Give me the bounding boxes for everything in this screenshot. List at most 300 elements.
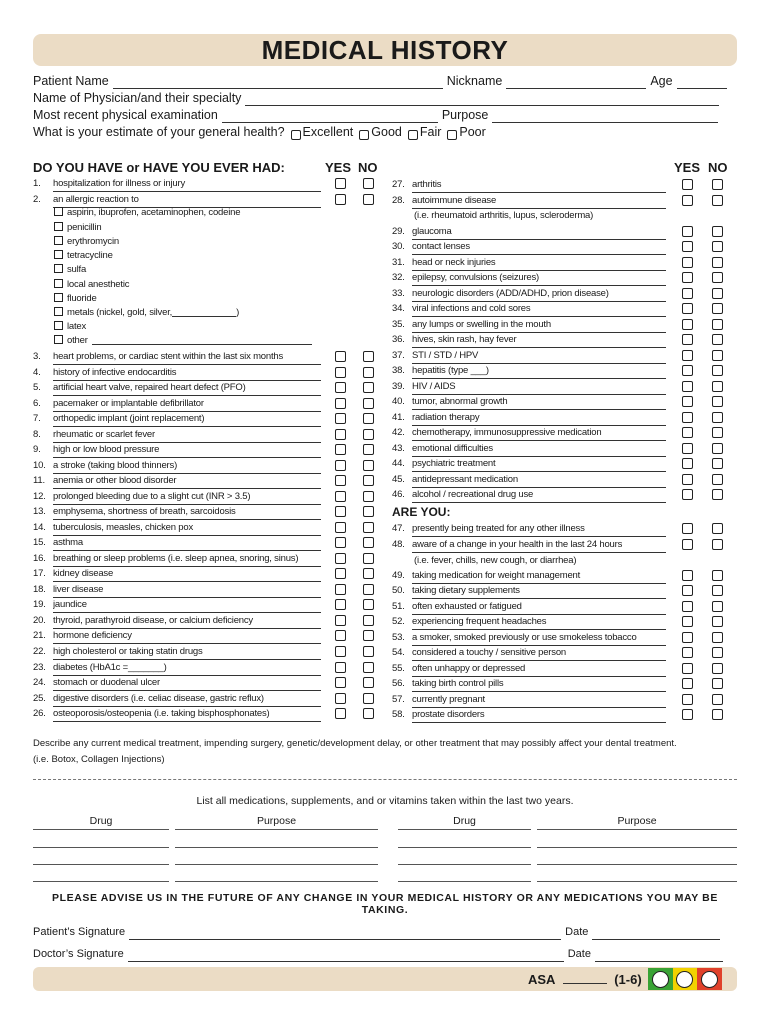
- question-text-line[interactable]: [53, 380, 321, 396]
- question-text-line[interactable]: [412, 521, 666, 537]
- yes-checkbox[interactable]: [682, 226, 693, 237]
- question-label: asthma: [53, 537, 83, 548]
- age-field[interactable]: [677, 77, 727, 89]
- drug-header-left: Drug: [89, 815, 113, 827]
- allergy-checkbox[interactable]: [54, 293, 63, 302]
- question-text-line[interactable]: [412, 348, 666, 364]
- yes-checkbox[interactable]: [682, 523, 693, 534]
- question-label: taking birth control pills: [412, 678, 504, 689]
- question-text-line[interactable]: [412, 301, 666, 317]
- purpose-line[interactable]: [175, 881, 378, 882]
- allergy-checkbox[interactable]: [54, 236, 63, 245]
- question-number: 9.: [33, 444, 41, 455]
- no-checkbox[interactable]: [712, 523, 723, 534]
- yes-checkbox[interactable]: [335, 429, 346, 440]
- question-text-line[interactable]: [412, 332, 666, 348]
- question-number: 50.: [392, 585, 405, 596]
- question-number: 1.: [33, 178, 41, 189]
- yes-checkbox[interactable]: [682, 195, 693, 206]
- drug-line[interactable]: [398, 847, 531, 848]
- allergy-checkbox[interactable]: [54, 321, 63, 330]
- no-checkbox[interactable]: [712, 585, 723, 596]
- question-text-line[interactable]: [412, 239, 666, 255]
- question-row-42: [392, 425, 726, 441]
- question-row-26: [33, 706, 377, 722]
- no-checkbox[interactable]: [363, 693, 374, 704]
- yes-checkbox[interactable]: [335, 444, 346, 455]
- question-label: heart problems, or cardiac stent within the last six months: [53, 351, 284, 362]
- allergy-option-5: [54, 263, 86, 277]
- question-row-43: [392, 441, 726, 457]
- question-text-line[interactable]: [412, 568, 666, 584]
- question-text-line[interactable]: [412, 317, 666, 333]
- allergy-option-1: [54, 206, 240, 220]
- yes-checkbox[interactable]: [682, 570, 693, 581]
- no-checkbox[interactable]: [363, 646, 374, 657]
- yes-checkbox[interactable]: [682, 709, 693, 720]
- no-checkbox[interactable]: [712, 396, 723, 407]
- question-row-21: [33, 628, 377, 644]
- yes-checkbox[interactable]: [335, 460, 346, 471]
- question-number: 38.: [392, 365, 405, 376]
- question-text-line[interactable]: [412, 676, 666, 692]
- yes-checkbox[interactable]: [682, 539, 693, 550]
- no-checkbox[interactable]: [712, 226, 723, 237]
- drug-line[interactable]: [398, 881, 531, 882]
- question-text-line[interactable]: [412, 394, 666, 410]
- question-text-line[interactable]: [53, 628, 321, 644]
- no-checkbox[interactable]: [363, 429, 374, 440]
- yes-checkbox[interactable]: [682, 632, 693, 643]
- question-text-line[interactable]: [53, 489, 321, 505]
- yes-checkbox[interactable]: [682, 474, 693, 485]
- question-text-line[interactable]: [53, 691, 321, 707]
- patient-name-label: Patient Name: [33, 74, 109, 88]
- question-row-46: [392, 487, 726, 503]
- no-checkbox[interactable]: [712, 663, 723, 674]
- question-text-line[interactable]: [412, 441, 666, 457]
- yes-checkbox[interactable]: [335, 351, 346, 362]
- allergy-option-7: [54, 292, 97, 306]
- question-text-line[interactable]: [412, 472, 666, 488]
- question-text-line[interactable]: [53, 706, 321, 722]
- question-text-line[interactable]: [412, 224, 666, 240]
- excellent-label: Excellent: [302, 125, 354, 139]
- yes-checkbox[interactable]: [682, 489, 693, 500]
- no-checkbox[interactable]: [712, 195, 723, 206]
- yes-checkbox[interactable]: [335, 677, 346, 688]
- yes-checkbox[interactable]: [682, 458, 693, 469]
- drug-line[interactable]: [33, 881, 169, 882]
- purpose-line[interactable]: [537, 864, 737, 865]
- yes-checkbox[interactable]: [682, 585, 693, 596]
- no-checkbox[interactable]: [712, 381, 723, 392]
- poor-label: Poor: [459, 125, 486, 139]
- no-checkbox[interactable]: [363, 506, 374, 517]
- no-checkbox[interactable]: [363, 367, 374, 378]
- purpose-line[interactable]: [537, 829, 737, 830]
- no-checkbox[interactable]: [712, 257, 723, 268]
- yes-checkbox[interactable]: [682, 443, 693, 454]
- no-checkbox[interactable]: [363, 568, 374, 579]
- doctor-signature-row: [33, 946, 733, 962]
- question-label: digestive disorders (i.e. celiac disease, gastric reflux): [53, 693, 264, 704]
- no-checkbox[interactable]: [712, 616, 723, 627]
- yes-checkbox[interactable]: [335, 693, 346, 704]
- purpose-line[interactable]: [537, 881, 737, 882]
- asa-field[interactable]: [563, 972, 607, 984]
- no-checkbox[interactable]: [363, 584, 374, 595]
- question-number: 2.: [33, 194, 41, 205]
- yes-checkbox[interactable]: [682, 601, 693, 612]
- yes-checkbox[interactable]: [682, 616, 693, 627]
- no-checkbox[interactable]: [712, 288, 723, 299]
- allergy-option-8: [54, 306, 239, 320]
- yes-checkbox[interactable]: [682, 694, 693, 705]
- yes-checkbox[interactable]: [335, 506, 346, 517]
- drug-line[interactable]: [33, 829, 169, 830]
- no-checkbox[interactable]: [363, 382, 374, 393]
- question-row-45: [392, 472, 726, 488]
- question-row-20: [33, 613, 377, 629]
- question-text-line[interactable]: [53, 396, 321, 412]
- allergy-checkbox[interactable]: [54, 335, 63, 344]
- question-number: 37.: [392, 350, 405, 361]
- no-checkbox[interactable]: [363, 413, 374, 424]
- purpose-line[interactable]: [537, 847, 737, 848]
- yes-checkbox[interactable]: [682, 241, 693, 252]
- no-checkbox[interactable]: [363, 537, 374, 548]
- question-number: 47.: [392, 523, 405, 534]
- doctor-date-field[interactable]: [595, 950, 723, 962]
- yes-checkbox[interactable]: [682, 350, 693, 361]
- question-text-line[interactable]: [53, 365, 321, 381]
- yes-checkbox[interactable]: [335, 615, 346, 626]
- question-number: 31.: [392, 257, 405, 268]
- yes-checkbox[interactable]: [682, 427, 693, 438]
- no-checkbox[interactable]: [363, 460, 374, 471]
- no-checkbox[interactable]: [712, 489, 723, 500]
- no-checkbox[interactable]: [363, 615, 374, 626]
- asa-color-indicators: [648, 968, 722, 990]
- yes-checkbox[interactable]: [682, 381, 693, 392]
- no-checkbox[interactable]: [363, 398, 374, 409]
- yes-checkbox[interactable]: [335, 662, 346, 673]
- question-text-line[interactable]: [53, 411, 321, 427]
- yes-checkbox[interactable]: [335, 491, 346, 502]
- yes-checkbox[interactable]: [335, 367, 346, 378]
- question-number: 4.: [33, 367, 41, 378]
- yes-checkbox[interactable]: [335, 584, 346, 595]
- yes-checkbox[interactable]: [682, 678, 693, 689]
- question-text-line[interactable]: [412, 193, 666, 209]
- question-label: tuberculosis, measles, chicken pox: [53, 522, 193, 533]
- question-text-line[interactable]: [53, 566, 321, 582]
- no-checkbox[interactable]: [363, 677, 374, 688]
- metals-field[interactable]: [172, 307, 236, 317]
- no-checkbox[interactable]: [363, 444, 374, 455]
- question-row-47: [392, 521, 726, 537]
- no-checkbox[interactable]: [363, 194, 374, 205]
- no-checkbox[interactable]: [712, 678, 723, 689]
- no-checkbox[interactable]: [712, 272, 723, 283]
- no-checkbox[interactable]: [712, 458, 723, 469]
- question-row-48: [392, 537, 726, 553]
- yes-checkbox[interactable]: [682, 365, 693, 376]
- purpose-line[interactable]: [175, 864, 378, 865]
- excellent-checkbox[interactable]: [291, 130, 301, 140]
- question-row-17: [33, 566, 377, 582]
- allergy-checkbox[interactable]: [54, 307, 63, 316]
- purpose-field[interactable]: [492, 111, 718, 123]
- circle-icon: [652, 971, 669, 988]
- allergy-label: fluoride: [67, 293, 97, 304]
- question-label: arthritis: [412, 179, 442, 190]
- question-text-line[interactable]: [53, 473, 321, 489]
- drug-line[interactable]: [33, 847, 169, 848]
- yes-checkbox[interactable]: [335, 413, 346, 424]
- no-checkbox[interactable]: [363, 475, 374, 486]
- allergy-option-2: [54, 221, 101, 235]
- question-number: 27.: [392, 179, 405, 190]
- patient-signature-field[interactable]: [129, 928, 561, 940]
- no-checkbox[interactable]: [363, 178, 374, 189]
- yes-checkbox[interactable]: [682, 179, 693, 190]
- no-checkbox[interactable]: [712, 443, 723, 454]
- no-checkbox[interactable]: [363, 599, 374, 610]
- yes-checkbox[interactable]: [682, 319, 693, 330]
- doctor-signature-field[interactable]: [128, 950, 564, 962]
- patient-date-field[interactable]: [592, 928, 720, 940]
- question-text-line[interactable]: [412, 425, 666, 441]
- yes-checkbox[interactable]: [682, 412, 693, 423]
- no-checkbox[interactable]: [712, 179, 723, 190]
- drug-line[interactable]: [398, 829, 531, 830]
- no-checkbox[interactable]: [363, 351, 374, 362]
- no-checkbox[interactable]: [712, 350, 723, 361]
- question-text-line[interactable]: [412, 286, 666, 302]
- good-checkbox[interactable]: [359, 130, 369, 140]
- question-label: glaucoma: [412, 226, 452, 237]
- yes-checkbox[interactable]: [335, 382, 346, 393]
- health-estimate-row: [33, 124, 733, 140]
- allergy-label: aspirin, ibuprofen, acetaminophen, codeine: [67, 207, 241, 218]
- question-text-line[interactable]: [53, 427, 321, 443]
- yes-checkbox[interactable]: [335, 398, 346, 409]
- question-text-line[interactable]: [53, 504, 321, 520]
- yes-checkbox[interactable]: [682, 257, 693, 268]
- question-text-line[interactable]: [412, 614, 666, 630]
- yes-checkbox[interactable]: [335, 194, 346, 205]
- yes-checkbox[interactable]: [682, 396, 693, 407]
- no-checkbox[interactable]: [712, 601, 723, 612]
- yes-checkbox[interactable]: [682, 647, 693, 658]
- yes-checkbox[interactable]: [682, 334, 693, 345]
- question-text-line[interactable]: [412, 707, 666, 723]
- no-checkbox[interactable]: [363, 630, 374, 641]
- yes-checkbox[interactable]: [335, 537, 346, 548]
- yellow-indicator[interactable]: [673, 968, 698, 990]
- yes-checkbox[interactable]: [682, 288, 693, 299]
- question-text-line[interactable]: [53, 644, 321, 660]
- physician-row: [33, 90, 733, 106]
- question-label: taking medication for weight management: [412, 570, 581, 581]
- question-number: 19.: [33, 599, 46, 610]
- are-you-header: ARE YOU:: [392, 505, 451, 519]
- purpose-label: Purpose: [441, 108, 489, 122]
- allergy-checkbox[interactable]: [54, 207, 63, 216]
- yes-checkbox[interactable]: [682, 272, 693, 283]
- question-number: 24.: [33, 677, 46, 688]
- question-text-line[interactable]: [412, 177, 666, 193]
- question-text-line[interactable]: [412, 645, 666, 661]
- describe-text: Describe any current medical treatment, impending surgery, genetic/development delay, or other treatment that may possibly affect your dental treatment.: [33, 738, 677, 749]
- question-text-line[interactable]: [412, 363, 666, 379]
- question-text-line[interactable]: [412, 599, 666, 615]
- allergy-label: erythromycin: [67, 236, 119, 247]
- question-text-line[interactable]: [53, 613, 321, 629]
- question-label: liver disease: [53, 584, 104, 595]
- question-text-line[interactable]: [412, 537, 666, 553]
- exam-label: Most recent physical examination: [33, 108, 218, 122]
- no-checkbox[interactable]: [363, 522, 374, 533]
- question-text-line[interactable]: [412, 583, 666, 599]
- fair-checkbox[interactable]: [408, 130, 418, 140]
- allergy-checkbox[interactable]: [54, 222, 63, 231]
- purpose-header-left: Purpose: [256, 815, 297, 827]
- yes-checkbox[interactable]: [335, 553, 346, 564]
- yes-checkbox[interactable]: [335, 708, 346, 719]
- question-text-line[interactable]: [412, 456, 666, 472]
- poor-checkbox[interactable]: [447, 130, 457, 140]
- no-checkbox[interactable]: [712, 427, 723, 438]
- question-text-line[interactable]: [412, 661, 666, 677]
- no-checkbox[interactable]: [712, 303, 723, 314]
- no-checkbox[interactable]: [712, 570, 723, 581]
- question-text-line[interactable]: [412, 255, 666, 271]
- no-checkbox[interactable]: [712, 334, 723, 345]
- physician-field[interactable]: [245, 94, 719, 106]
- question-label: radiation therapy: [412, 412, 480, 423]
- yes-checkbox[interactable]: [335, 475, 346, 486]
- yes-checkbox[interactable]: [335, 630, 346, 641]
- no-checkbox[interactable]: [712, 365, 723, 376]
- question-label: experiencing frequent headaches: [412, 616, 547, 627]
- question-label: hepatitis (type ___): [412, 365, 489, 376]
- question-row-34: [392, 301, 726, 317]
- no-checkbox[interactable]: [712, 539, 723, 550]
- drug-line[interactable]: [33, 864, 169, 865]
- green-indicator[interactable]: [648, 968, 673, 990]
- question-number: 48.: [392, 539, 405, 550]
- patient-name-field[interactable]: [113, 77, 443, 89]
- yes-checkbox[interactable]: [335, 599, 346, 610]
- no-checkbox[interactable]: [363, 491, 374, 502]
- question-text-line[interactable]: [53, 597, 321, 613]
- question-number: 18.: [33, 584, 46, 595]
- question-text-line[interactable]: [53, 582, 321, 598]
- question-text-line[interactable]: [412, 692, 666, 708]
- question-text-line[interactable]: [412, 630, 666, 646]
- question-label: STI / STD / HPV: [412, 350, 479, 361]
- no-checkbox[interactable]: [363, 662, 374, 673]
- question-number: 3.: [33, 351, 41, 362]
- question-text-line[interactable]: [53, 660, 321, 676]
- purpose-line[interactable]: [175, 847, 378, 848]
- no-checkbox[interactable]: [712, 709, 723, 720]
- allergy-checkbox[interactable]: [54, 264, 63, 273]
- question-text-line[interactable]: [53, 535, 321, 551]
- question-text-line[interactable]: [53, 551, 321, 567]
- no-checkbox[interactable]: [712, 694, 723, 705]
- yes-checkbox[interactable]: [335, 178, 346, 189]
- question-label: rheumatic or scarlet fever: [53, 429, 155, 440]
- no-checkbox[interactable]: [712, 412, 723, 423]
- question-row-44: [392, 456, 726, 472]
- question-row-40: [392, 394, 726, 410]
- question-text-line[interactable]: [53, 675, 321, 691]
- question-label: pacemaker or implantable defibrillator: [53, 398, 204, 409]
- yes-checkbox[interactable]: [335, 568, 346, 579]
- no-checkbox[interactable]: [712, 241, 723, 252]
- question-text-line[interactable]: [53, 520, 321, 536]
- allergy-checkbox[interactable]: [54, 279, 63, 288]
- no-checkbox[interactable]: [712, 474, 723, 485]
- question-row-14: [33, 520, 377, 536]
- question-number: 34.: [392, 303, 405, 314]
- question-text-line[interactable]: [412, 410, 666, 426]
- yes-checkbox[interactable]: [335, 646, 346, 657]
- question-row-5: [33, 380, 377, 396]
- question-text-line[interactable]: [412, 379, 666, 395]
- nickname-field[interactable]: [506, 77, 646, 89]
- question-row-52: [392, 614, 726, 630]
- no-checkbox[interactable]: [363, 553, 374, 564]
- no-checkbox[interactable]: [712, 632, 723, 643]
- drug-line[interactable]: [398, 864, 531, 865]
- question-number: 57.: [392, 694, 405, 705]
- metals-close: ): [236, 307, 240, 318]
- describe-line[interactable]: [33, 779, 737, 780]
- question-label: artificial heart valve, repaired heart defect (PFO): [53, 382, 246, 393]
- yes-checkbox[interactable]: [335, 522, 346, 533]
- question-text-line[interactable]: [53, 349, 321, 365]
- yes-checkbox[interactable]: [682, 303, 693, 314]
- question-row-41: [392, 410, 726, 426]
- question-text-line[interactable]: [53, 458, 321, 474]
- question-row-11: [33, 473, 377, 489]
- item-28-subtext: (i.e. rheumatoid arthritis, lupus, scleroderma): [414, 210, 594, 221]
- red-indicator[interactable]: [697, 968, 722, 990]
- question-row-15: [33, 535, 377, 551]
- purpose-line[interactable]: [175, 829, 378, 830]
- question-row-28: [392, 193, 726, 209]
- question-number: 43.: [392, 443, 405, 454]
- question-text-line[interactable]: [412, 487, 666, 503]
- no-checkbox[interactable]: [712, 647, 723, 658]
- no-checkbox[interactable]: [363, 708, 374, 719]
- question-text-line[interactable]: [412, 270, 666, 286]
- allergy-checkbox[interactable]: [54, 250, 63, 259]
- question-text-line[interactable]: [53, 176, 321, 192]
- question-text-line[interactable]: [53, 442, 321, 458]
- question-label: diabetes (HbA1c =_______): [53, 662, 167, 673]
- no-checkbox[interactable]: [712, 319, 723, 330]
- question-row-31: [392, 255, 726, 271]
- other-allergy-field[interactable]: [92, 335, 312, 345]
- exam-field[interactable]: [222, 111, 438, 123]
- yes-checkbox[interactable]: [682, 663, 693, 674]
